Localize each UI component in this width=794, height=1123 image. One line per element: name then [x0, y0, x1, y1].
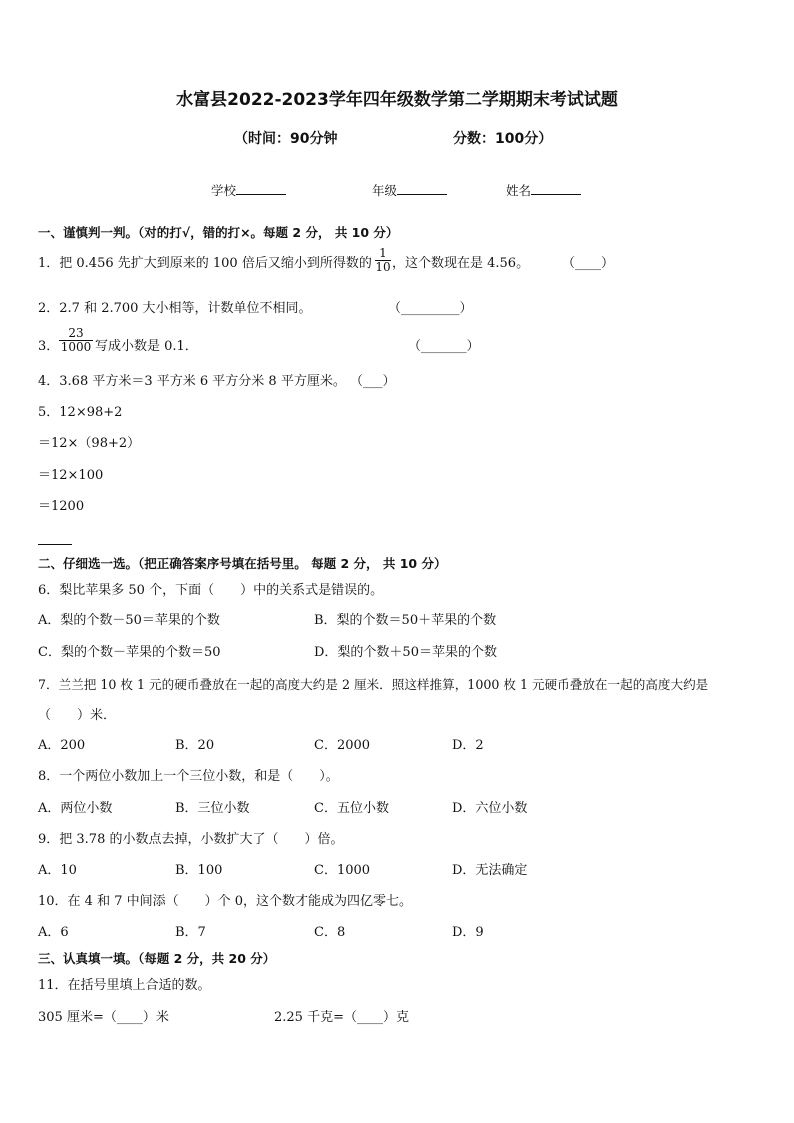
question-2-text: 2．2.7 和 2.700 大小相等，计数单位不相同。	[38, 301, 312, 316]
question-9-option-b: B．100	[175, 863, 223, 878]
question-1-fraction	[375, 247, 391, 274]
question-5-line-1: 5．12×98+2	[38, 405, 123, 420]
fraction-denominator: 1000	[60, 340, 92, 354]
question-8-option-c: C．五位小数	[314, 801, 389, 816]
question-9-text: 9．把 3.78 的小数点去掉，小数扩大了（ ）倍。	[38, 832, 344, 847]
exam-score: 分数：100分）	[453, 131, 553, 147]
question-1-answer: （____）	[562, 256, 615, 271]
question-6-option-b: B．梨的个数＝50＋苹果的个数	[314, 613, 497, 628]
question-3-answer: （_______）	[408, 339, 480, 354]
question-8-text: 8．一个两位小数加上一个三位小数，和是（ ）。	[38, 769, 339, 784]
question-7-option-d: D．2	[452, 738, 484, 753]
question-3-text: 写成小数是 0.1．	[95, 339, 198, 354]
question-2-answer: （_________）	[388, 301, 473, 316]
question-7-option-b: B．20	[175, 738, 215, 753]
question-5-answer-blank	[38, 544, 72, 545]
question-7-option-a: A．200	[38, 738, 86, 753]
name-field	[506, 182, 581, 199]
section3-heading: 三、认真填一填。（每题 2 分，共 20 分）	[38, 951, 276, 966]
exam-time: （时间：90分钟	[234, 131, 338, 147]
fraction-numerator: 23	[59, 327, 93, 341]
question-11-part-b: 2.25 千克=（____）克	[274, 1010, 409, 1025]
school-label: 学校	[211, 183, 237, 198]
question-7-text-line-1: 7．兰兰把 10 枚 1 元的硬币叠放在一起的高度大约是 2 厘米．照这样推算，1000 枚 1 元硬币叠放在一起的高度大约是	[38, 677, 709, 692]
school-field	[211, 182, 286, 199]
grade-label: 年级	[372, 183, 398, 198]
question-10-option-d: D．9	[452, 925, 484, 940]
fraction-numerator: 1	[375, 247, 391, 261]
grade-blank	[397, 182, 447, 195]
question-7-text-line-2: （ ）米．	[38, 708, 117, 723]
question-5-line-2: ＝12×（98+2）	[38, 436, 141, 451]
school-blank	[236, 182, 286, 195]
question-10-text: 10．在 4 和 7 中间添（ ）个 0，这个数才能成为四亿零七。	[38, 894, 413, 909]
question-10-option-b: B．7	[175, 925, 206, 940]
name-blank	[531, 182, 581, 195]
question-1-text: 1．把 0.456 先扩大到原来的 100 倍后又缩小到所得数的	[38, 256, 372, 271]
grade-field	[372, 182, 447, 199]
question-6-text: 6．梨比苹果多 50 个，下面（ ）中的关系式是错误的。	[38, 583, 384, 598]
question-11-part-a: 305 厘米=（____）米	[38, 1010, 169, 1025]
question-8-option-a: A．两位小数	[38, 801, 113, 816]
question-9-option-a: A．10	[38, 863, 77, 878]
question-11-text: 11．在括号里填上合适的数。	[38, 978, 211, 993]
question-9-option-d: D．无法确定	[452, 863, 528, 878]
fraction-denominator: 10	[375, 260, 391, 274]
question-7-option-c: C．2000	[314, 738, 371, 753]
name-label: 姓名	[506, 183, 532, 198]
question-6-option-a: A．梨的个数－50＝苹果的个数	[38, 613, 220, 628]
question-5-line-4: ＝1200	[38, 499, 85, 514]
question-6-option-d: D．梨的个数＋50＝苹果的个数	[314, 645, 497, 660]
page-title: 水富县2022-2023学年四年级数学第二学期期末考试试题	[176, 90, 618, 110]
question-5-line-3: ＝12×100	[38, 468, 104, 483]
question-3-number: 3．	[38, 339, 60, 354]
question-8-option-b: B．三位小数	[175, 801, 250, 816]
question-1-text-end: ，这个数现在是 4.56。	[392, 256, 530, 271]
section1-heading: 一、谨慎判一判。（对的打√，错的打×。每题 2 分， 共 10 分）	[38, 225, 399, 240]
question-3-fraction	[59, 327, 93, 354]
question-4-text: 4．3.68 平方米＝3 平方米 6 平方分米 8 平方厘米。 （___）	[38, 374, 396, 389]
question-10-option-a: A．6	[38, 925, 69, 940]
question-6-option-c: C．梨的个数－苹果的个数＝50	[38, 645, 221, 660]
question-8-option-d: D．六位小数	[452, 801, 528, 816]
question-9-option-c: C．1000	[314, 863, 371, 878]
question-10-option-c: C．8	[314, 925, 346, 940]
section2-heading: 二、仔细选一选。（把正确答案序号填在括号里。 每题 2 分， 共 10 分）	[38, 556, 447, 571]
